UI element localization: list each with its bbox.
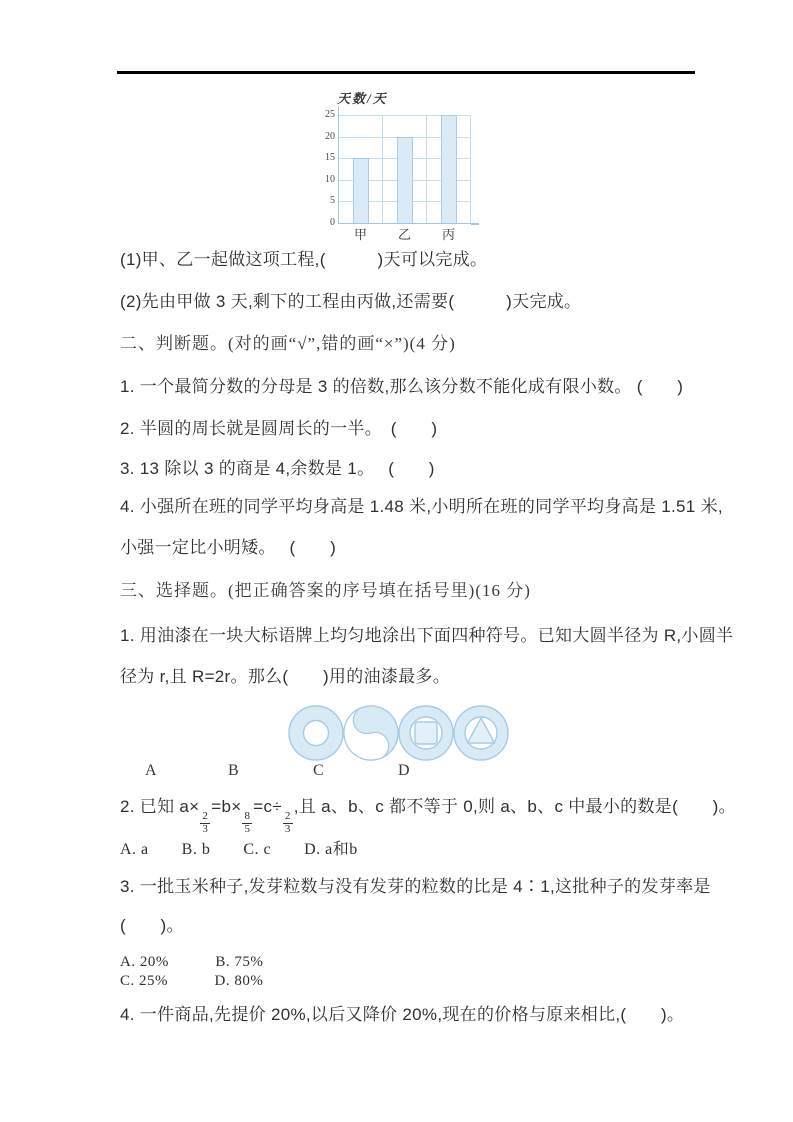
q2-fraction-2: $\frac{8}{5}$ [244, 810, 251, 835]
judge-item-4-line-2: 小强一定比小明矮。 ( ) [120, 538, 337, 557]
choice-q4-statement: 4. 一件商品,先提价 20%,以后又降价 20%,现在的价格与原来相比,( )。 [120, 1005, 685, 1024]
symbol-ring [289, 706, 343, 760]
chart-bar-丙 [441, 115, 457, 223]
chart-category-label: 甲 [354, 227, 368, 242]
chart-gridline-v [382, 115, 383, 223]
x-axis-line [471, 223, 479, 225]
painted-symbols-figure [288, 699, 512, 767]
symbol-label-c: C [313, 762, 324, 779]
chart-y-tick-label: 5 [330, 195, 335, 207]
chart-category-label: 丙 [442, 227, 456, 242]
q2-fraction-1: $\frac{2}{3}$ [202, 810, 209, 835]
chart-category-label: 乙 [398, 227, 412, 242]
chart-y-tick-label: 20 [325, 130, 335, 142]
symbol-yin-yang [337, 699, 405, 767]
symbol-label-d: D [398, 762, 410, 779]
chart-y-tick-label: 10 [325, 173, 335, 185]
q2-fraction-3: $\frac{2}{3}$ [284, 810, 291, 835]
choice-q3-line-2: ( )。 [120, 916, 184, 935]
judge-item-3: 3. 13 除以 3 的商是 4,余数是 1。 ( ) [120, 459, 435, 478]
symbol-triangle-in-circle [454, 706, 508, 760]
bar-chart [320, 86, 495, 248]
chart-bar-乙 [397, 137, 413, 223]
choice-q1-line-2: 径为 r,且 R=2r。那么( )用的油漆最多。 [120, 667, 451, 686]
fill-question-2: (2)先由甲做 3 天,剩下的工程由丙做,还需要( )天完成。 [120, 292, 582, 311]
choice-q3-options-row-2: C. 25% D. 80% [120, 973, 264, 989]
choice-q2-statement [120, 796, 736, 835]
choice-q1-line-1: 1. 用油漆在一块大标语牌上均匀地涂出下面四种符号。已知大圆半径为 R,小圆半 [120, 626, 734, 645]
q2-text-pre: 2. 已知 a× [120, 797, 200, 816]
chart-bar-甲 [353, 158, 369, 223]
top-divider-rule [117, 71, 695, 74]
choice-section-header: 三、选择题。(把正确答案的序号填在括号里)(16 分) [120, 581, 531, 600]
symbol-label-b: B [228, 762, 239, 779]
chart-gridline-v [470, 115, 471, 223]
choice-q3-options-row-1: A. 20% B. 75% [120, 954, 264, 970]
choice-q3-line-1: 3. 一批玉米种子,发芽粒数与没有发芽的粒数的比是 4∶1,这批种子的发芽率是 [120, 877, 711, 896]
chart-y-tick-label: 0 [330, 217, 335, 228]
chart-y-tick-label: 15 [325, 152, 335, 164]
q2-text-post: ,且 a、b、c 都不等于 0,则 a、b、c 中最小的数是( )。 [293, 797, 736, 816]
choice-q2-options: A. a B. b C. c D. a和b [120, 841, 358, 858]
symbol-square-in-circle [399, 706, 453, 760]
q2-text-mid2: =c÷ [253, 797, 282, 816]
judge-item-1: 1. 一个最简分数的分母是 3 的倍数,那么该分数不能化成有限小数。 ( ) [120, 377, 684, 396]
y-axis-line [338, 106, 340, 115]
judge-item-4-line-1: 4. 小强所在班的同学平均身高是 1.48 米,小明所在班的同学平均身高是 1.51 米, [120, 497, 723, 516]
q2-text-mid1: =b× [211, 797, 242, 816]
judge-section-header: 二、判断题。(对的画“√”,错的画“×”)(4 分) [120, 334, 456, 353]
chart-y-tick-label: 25 [325, 109, 335, 120]
symbol-label-a: A [145, 762, 157, 779]
fill-question-1: (1)甲、乙一起做这项工程,( )天可以完成。 [120, 250, 488, 269]
chart-gridline-v [426, 115, 427, 223]
chart-y-axis-label: 天数/天 [337, 91, 388, 106]
bar-chart-plot [325, 109, 471, 242]
judge-item-2: 2. 半圆的周长就是圆周长的一半。 ( ) [120, 419, 438, 438]
